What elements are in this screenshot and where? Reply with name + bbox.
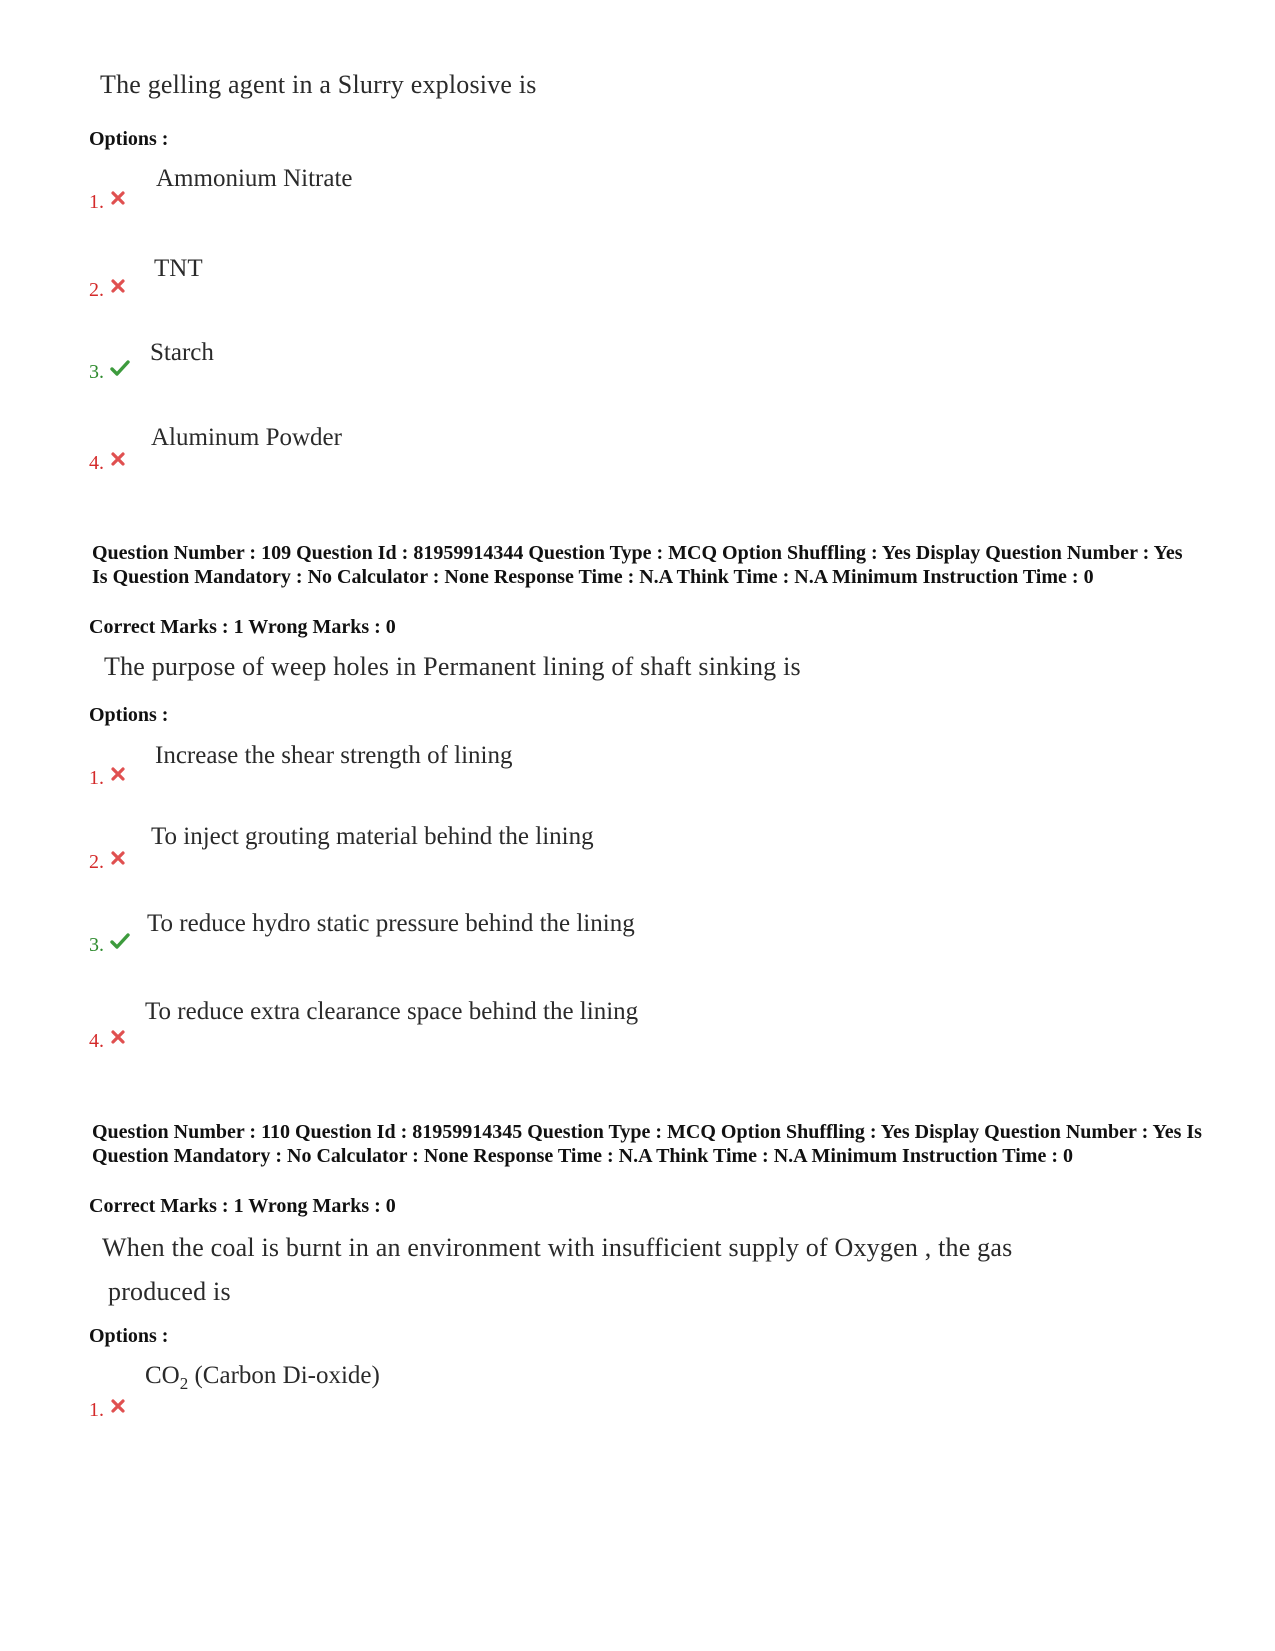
q108-options-label: Options : <box>89 128 169 150</box>
q110-question-text-line2: produced is <box>108 1277 231 1306</box>
formula-name: (Carbon Di-oxide) <box>188 1362 380 1389</box>
cross-icon <box>110 1029 126 1045</box>
q108-option-1-marker <box>89 190 126 214</box>
q108-question-text: The gelling agent in a Slurry explosive is <box>100 70 537 99</box>
q108-option-2-marker <box>89 278 126 302</box>
q108-option-3-marker <box>89 360 130 384</box>
option-number: 4. <box>89 452 104 474</box>
cross-icon <box>110 190 126 206</box>
option-number: 3. <box>89 934 104 956</box>
q109-option-2-text: To inject grouting material behind the lining <box>151 823 594 850</box>
q110-marks: Correct Marks : 1 Wrong Marks : 0 <box>89 1195 396 1217</box>
q110-question-text-line1: When the coal is burnt in an environment with insufficient supply of Oxygen , the gas <box>102 1233 1013 1262</box>
q109-options-label: Options : <box>89 704 169 726</box>
cross-icon <box>110 850 126 866</box>
q108-option-2-text: TNT <box>154 255 203 282</box>
q110-option-1-marker <box>89 1398 126 1422</box>
q109-metadata: Question Number : 109 Question Id : 81959914344 Question Type : MCQ Option Shuffling : Yes Display Question Number : Yes Is Question Mandatory : No Calculator : None Response Time : N.A Think Time : N.A Minimum Instruction Time : 0 <box>92 542 1183 588</box>
cross-icon <box>110 451 126 467</box>
q109-option-3-marker <box>89 933 130 957</box>
q109-option-1-text: Increase the shear strength of lining <box>155 742 513 769</box>
q108-option-4-marker <box>89 451 126 475</box>
check-icon <box>110 360 130 376</box>
option-number: 1. <box>89 191 104 213</box>
cross-icon <box>110 1398 126 1414</box>
q109-option-2-marker <box>89 850 126 874</box>
formula-co: CO <box>145 1362 180 1389</box>
option-number: 3. <box>89 361 104 383</box>
q109-marks: Correct Marks : 1 Wrong Marks : 0 <box>89 616 396 638</box>
check-icon <box>110 933 130 949</box>
q110-metadata: Question Number : 110 Question Id : 81959914345 Question Type : MCQ Option Shuffling : Yes Display Question Number : Yes Is Question Mandatory : No Calculator : None Response Time : N.A Think Time : N.A Minimum Instruction Time : 0 <box>92 1121 1202 1167</box>
q110-options-label: Options : <box>89 1325 169 1347</box>
q108-option-3-text: Starch <box>150 339 214 366</box>
option-number: 2. <box>89 851 104 873</box>
q109-option-4-text: To reduce extra clearance space behind the lining <box>145 998 639 1025</box>
option-number: 2. <box>89 279 104 301</box>
option-number: 4. <box>89 1030 104 1052</box>
option-number: 1. <box>89 1399 104 1421</box>
formula-subscript: 2 <box>179 1374 189 1393</box>
option-number: 1. <box>89 767 104 789</box>
q110-option-1-text <box>145 1362 380 1394</box>
cross-icon <box>110 278 126 294</box>
q108-option-4-text: Aluminum Powder <box>151 424 342 451</box>
cross-icon <box>110 766 126 782</box>
q108-option-1-text: Ammonium Nitrate <box>156 165 353 192</box>
q109-option-3-text: To reduce hydro static pressure behind the lining <box>147 910 635 937</box>
q109-question-text: The purpose of weep holes in Permanent lining of shaft sinking is <box>104 652 801 681</box>
q109-option-1-marker <box>89 766 126 790</box>
q109-option-4-marker <box>89 1029 126 1053</box>
